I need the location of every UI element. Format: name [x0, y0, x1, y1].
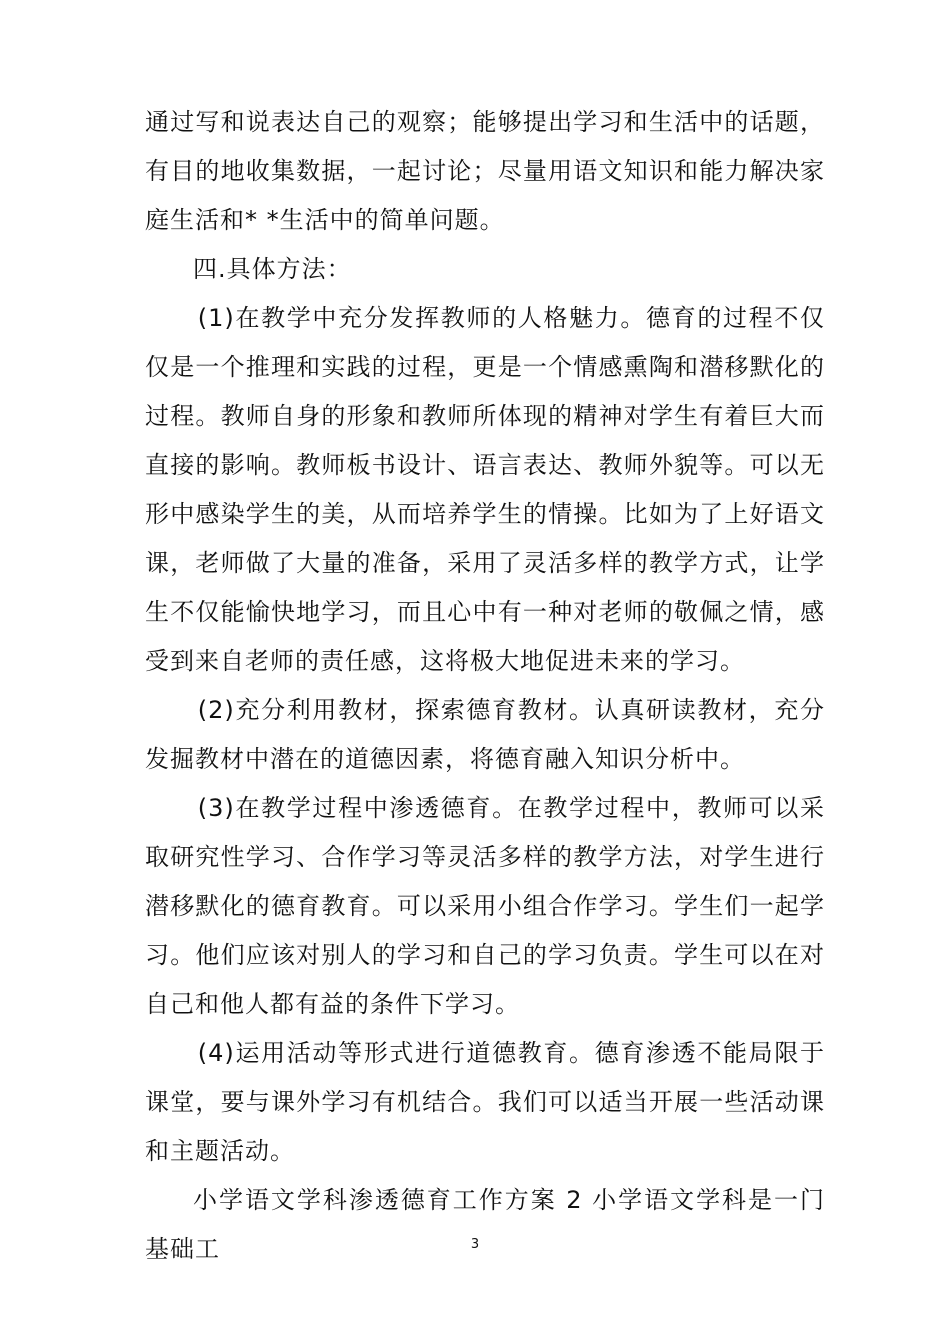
- document-body: [145, 98, 825, 1274]
- section-heading-methods: 四.具体方法：: [193, 255, 352, 283]
- paragraph-method-2: (2)充分利用教材，探索德育教材。认真研读教材，充分发掘教材中潜在的道德因素，将德育融入知识分析中。: [145, 696, 825, 773]
- page-number: 3: [470, 1237, 480, 1252]
- paragraph-continuation: 通过写和说表达自己的观察；能够提出学习和生活中的话题，有目的地收集数据，一起讨论；尽量用语文知识和能力解决家庭生活和* *生活中的简单问题。: [145, 108, 825, 234]
- paragraph-method-1: (1)在教学中充分发挥教师的人格魅力。德育的过程不仅仅是一个推理和实践的过程，更是一个情感熏陶和潜移默化的过程。教师自身的形象和教师所体现的精神对学生有着巨大而直接的影响。教师板书设计、语言表达、教师外貌等。可以无形中感染学生的美，从而培养学生的情操。比如为了上好语文课，老师做了大量的准备，采用了灵活多样的教学方式，让学生不仅能愉快地学习，而且心中有一种对老师的敬佩之情，感受到来自老师的责任感，这将极大地促进未来的学习。: [145, 304, 825, 675]
- paragraph-next-plan: 小学语文学科渗透德育工作方案 2 小学语文学科是一门基础工: [145, 1186, 825, 1263]
- paragraph-method-3: (3)在教学过程中渗透德育。在教学过程中，教师可以采取研究性学习、合作学习等灵活多样的教学方法，对学生进行潜移默化的德育教育。可以采用小组合作学习。学生们一起学习。他们应该对别人的学习和自己的学习负责。学生可以在对自己和他人都有益的条件下学习。: [145, 794, 825, 1018]
- paragraph-method-4: (4)运用活动等形式进行道德教育。德育渗透不能局限于课堂，要与课外学习有机结合。我们可以适当开展一些活动课和主题活动。: [145, 1039, 825, 1165]
